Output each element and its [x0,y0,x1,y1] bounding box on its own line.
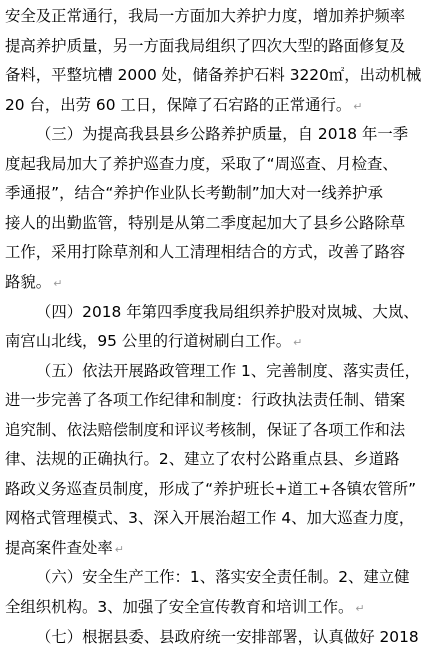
line-text: 备料，平整坑槽 2000 处，储备养护石料 3220㎡，出动机械 [5,66,422,85]
document-line [0,122,423,146]
line-text: 季通报”，结合“养护作业队长考勤制”加大对一线养护承 [5,184,383,203]
paragraph-mark-icon: ↵ [293,336,303,350]
document-line [0,447,423,471]
line-text: （六）安全生产工作：1、落实安全责任制。2、建立健 [36,568,410,587]
document-line [0,93,423,117]
document-line [0,506,423,530]
line-text: 进一步完善了各项工作纪律和制度：行政执法责任制、错案 [5,391,406,410]
line-text: 提高案件查处率 [5,538,113,557]
document-line [0,211,423,235]
document-line [0,152,423,176]
line-text: （三）为提高我县县乡公路养护质量，自 2018 年一季 [36,125,409,144]
line-text: 路政义务巡查员制度，形成了“养护班长+道工+各镇农管所” [5,479,417,498]
document-line [0,240,423,264]
document-line [0,270,423,294]
document-line [0,181,423,205]
document-line [0,565,423,589]
document-line [0,536,423,560]
line-text: （五）依法开展路政管理工作 1、完善制度、落实责任， [36,361,421,380]
paragraph-mark-icon: ↵ [53,276,63,290]
document-line [0,625,423,649]
line-text: 安全及正常通行，我局一方面加大养护力度，增加养护频率 [5,7,406,25]
document-line [0,34,423,58]
line-text: （四）2018 年第四季度我局组织养护股对岚城、大岚、 [36,302,419,321]
line-text: 网格式管理模式、3、深入开展治超工作 4、加大巡查力度， [5,509,415,528]
document-line [0,63,423,87]
document-line [0,477,423,501]
paragraph-mark-icon: ↵ [353,99,363,113]
document-line [0,4,423,28]
line-text: 工作，采用打除草剂和人工清理相结合的方式，改善了路容 [5,243,406,262]
line-text: 追究制、依法赔偿制度和评议考核制，保证了各项工作和法 [5,420,406,439]
document-line [0,300,423,324]
line-text: 20 台，出劳 60 工日，保障了石宕路的正常通行。 [5,95,352,114]
paragraph-mark-icon: ↵ [114,542,124,556]
line-text: 路貌。 [5,272,52,291]
line-text: 律、法规的正确执行。2、建立了农村公路重点县、乡道路 [5,450,400,469]
line-text: 提高养护质量，另一方面我局组织了四次大型的路面修复及 [5,36,406,55]
document-line [0,329,423,353]
line-text: 南宫山北线，95 公里的行道树刷白工作。 [5,332,292,351]
document-line [0,388,423,412]
line-text: （七）根据县委、县政府统一安排部署，认真做好 2018 [36,627,419,646]
line-text: 度起我局加大了养护巡查力度，采取了“周巡查、月检查、 [5,154,398,173]
paragraph-mark-icon: ↵ [355,602,365,615]
document-line [0,418,423,442]
document-line [0,595,423,619]
document-line [0,359,423,383]
line-text: 全组织机构。3、加强了安全宣传教育和培训工作。 [5,598,354,616]
line-text: 接人的出勤监管，特别是从第二季度起加大了县乡公路除草 [5,213,406,232]
